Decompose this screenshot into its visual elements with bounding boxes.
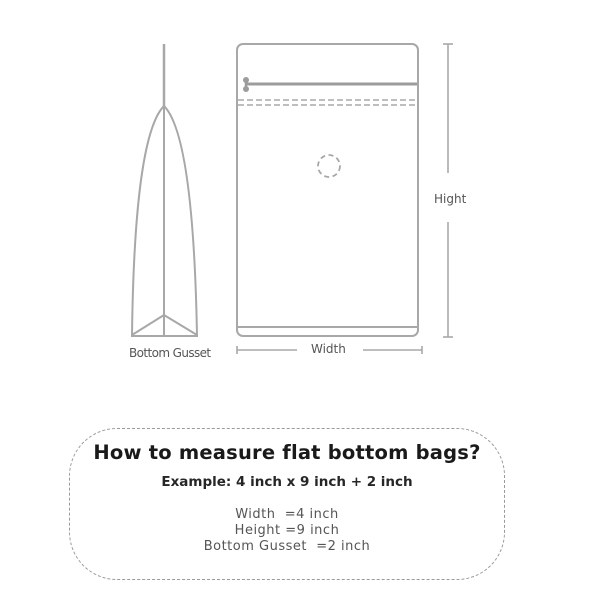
height-measurement: Height =9 inch: [234, 523, 340, 538]
info-measurements: [70, 507, 504, 555]
info-title: How to measure flat bottom bags?: [93, 441, 481, 464]
measurement-info-box: [69, 428, 505, 580]
front-view-bag-icon: [237, 44, 418, 336]
width-measurement: Width =4 inch: [235, 507, 339, 522]
side-view-bag-icon: [131, 44, 198, 336]
bottom-gusset-label: Bottom Gusset: [129, 346, 211, 360]
height-label: Hight: [434, 192, 467, 206]
valve-icon: [318, 155, 340, 177]
info-example: Example: 4 inch x 9 inch + 2 inch: [161, 474, 413, 490]
height-dimension-line: [443, 44, 453, 337]
gusset-measurement: Bottom Gusset =2 inch: [203, 539, 371, 554]
width-label: Width: [311, 342, 346, 356]
